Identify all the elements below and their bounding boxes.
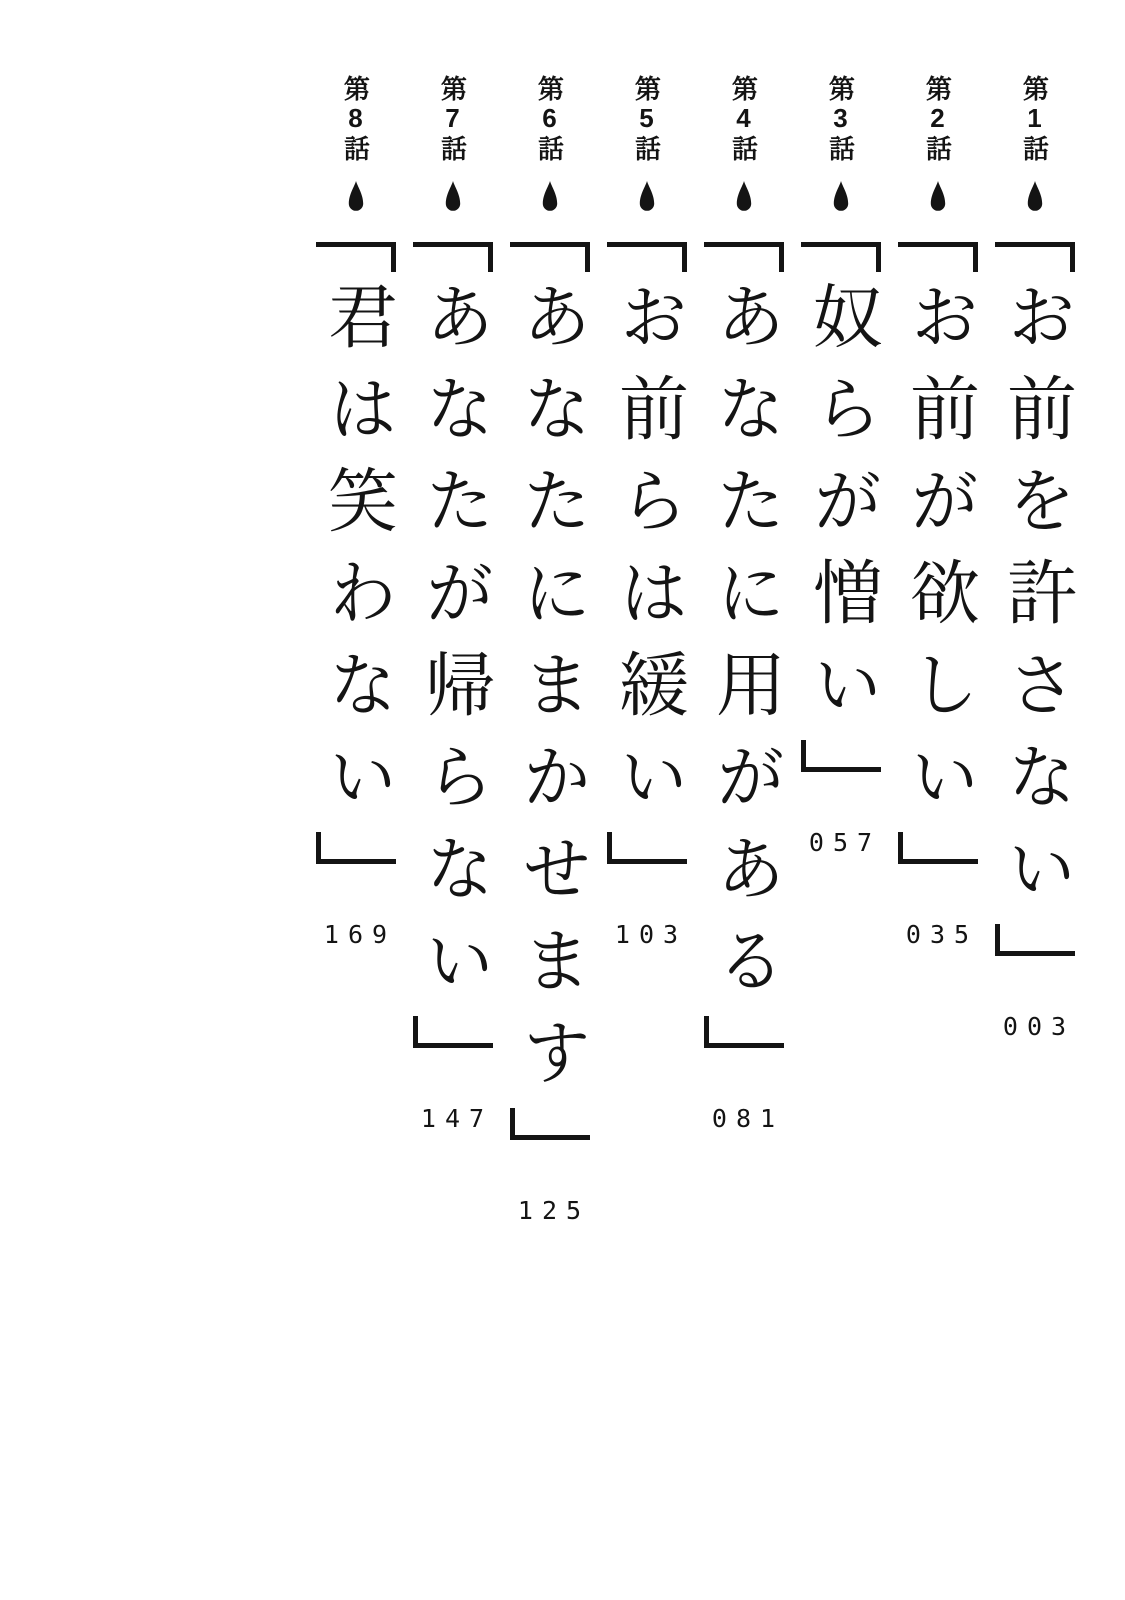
ink-drop-icon — [443, 181, 463, 215]
page-number: 147 — [420, 1104, 494, 1133]
ink-drop-icon — [1025, 181, 1045, 215]
chapter-number-label: 第2話 — [922, 75, 953, 163]
toc-chapter-column — [889, 75, 986, 1225]
toc-chapter-column — [501, 75, 598, 1225]
page-number: 035 — [905, 920, 979, 949]
ink-drop-icon — [734, 181, 754, 215]
chapter-title: 君は笑わない — [317, 280, 395, 832]
page-number: 081 — [711, 1104, 785, 1133]
page-number: 125 — [517, 1196, 591, 1225]
quote-open-bracket-icon — [995, 242, 1075, 272]
ink-drop-icon — [346, 181, 366, 215]
chapter-number-label: 第4話 — [728, 75, 759, 163]
quote-open-bracket-icon — [801, 242, 881, 272]
quote-open-bracket-icon — [510, 242, 590, 272]
chapter-number-label: 第3話 — [825, 75, 856, 163]
chapter-number-label: 第5話 — [631, 75, 662, 163]
quote-open-bracket-icon — [704, 242, 784, 272]
chapter-title: あなたが帰らない — [414, 280, 492, 1016]
chapter-title: お前らは緩い — [608, 280, 686, 832]
quote-open-bracket-icon — [316, 242, 396, 272]
page-number: 103 — [614, 920, 688, 949]
page-number: 003 — [1002, 1012, 1076, 1041]
toc-chapter-column — [695, 75, 792, 1225]
toc-chapter-column — [598, 75, 695, 1225]
quote-close-bracket-icon — [510, 1108, 590, 1140]
chapter-title: あなたに用がある — [705, 280, 783, 1016]
toc-chapter-column — [986, 75, 1083, 1225]
toc-chapter-column — [404, 75, 501, 1225]
quote-open-bracket-icon — [898, 242, 978, 272]
quote-open-bracket-icon — [413, 242, 493, 272]
chapter-number-label: 第6話 — [534, 75, 565, 163]
quote-close-bracket-icon — [316, 832, 396, 864]
toc-chapter-column — [792, 75, 889, 1225]
quote-close-bracket-icon — [995, 924, 1075, 956]
ink-drop-icon — [637, 181, 657, 215]
quote-open-bracket-icon — [607, 242, 687, 272]
ink-drop-icon — [831, 181, 851, 215]
page-number: 057 — [808, 828, 882, 857]
toc-chapter-column — [307, 75, 404, 1225]
ink-drop-icon — [540, 181, 560, 215]
chapter-number-label: 第8話 — [340, 75, 371, 163]
chapter-number-label: 第1話 — [1019, 75, 1050, 163]
chapter-title: あなたにまかせます — [511, 280, 589, 1108]
ink-drop-icon — [928, 181, 948, 215]
chapter-title: お前が欲しい — [899, 280, 977, 832]
chapter-number-label: 第7話 — [437, 75, 468, 163]
page-number: 169 — [323, 920, 397, 949]
quote-close-bracket-icon — [413, 1016, 493, 1048]
table-of-contents — [307, 75, 1083, 1225]
quote-close-bracket-icon — [801, 740, 881, 772]
quote-close-bracket-icon — [607, 832, 687, 864]
quote-close-bracket-icon — [898, 832, 978, 864]
quote-close-bracket-icon — [704, 1016, 784, 1048]
chapter-title: 奴らが憎い — [802, 280, 880, 740]
chapter-title: お前を許さない — [996, 280, 1074, 924]
